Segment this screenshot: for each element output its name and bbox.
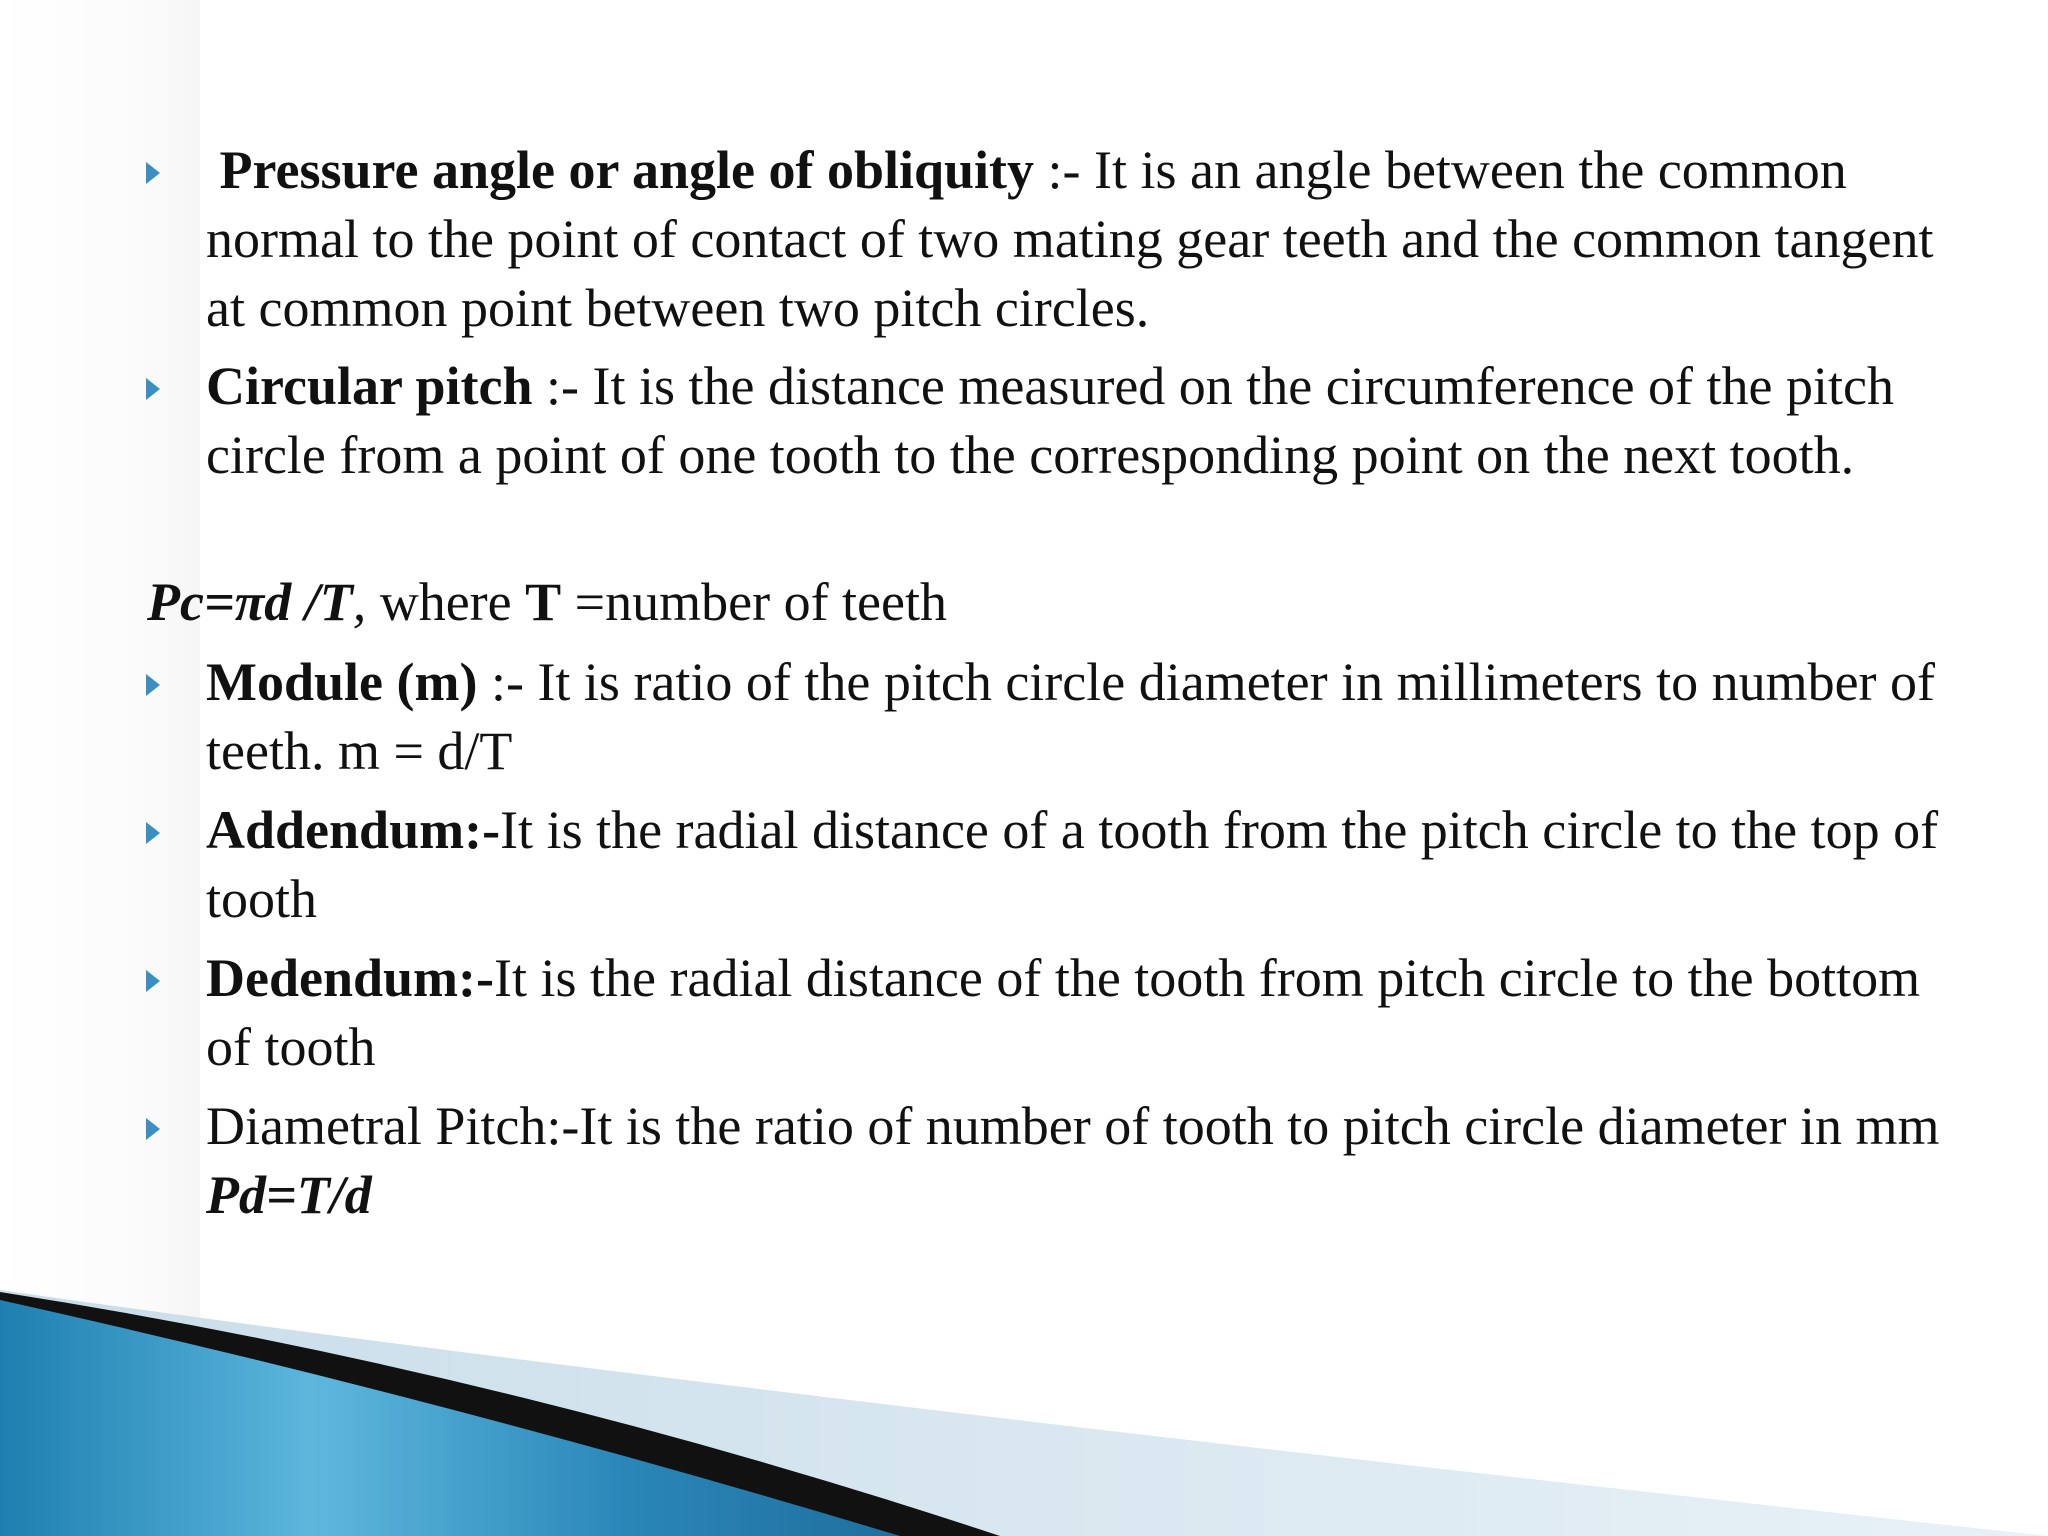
list-item-module: [206, 648, 1966, 786]
formula-variable-desc: =number of teeth: [561, 572, 947, 632]
bullet-arrow-icon: [146, 1118, 160, 1140]
formula-where: where: [366, 572, 526, 632]
bullet-arrow-icon: [146, 822, 160, 844]
definition-module: :- It is ratio of the pitch circle diameter in millimeters to number of teeth. m = d/T: [206, 652, 1936, 781]
list-item-diametral-pitch: [206, 1092, 1966, 1230]
formula-variable-t: T: [525, 572, 562, 632]
list-item-addendum: [206, 796, 1966, 934]
bullet-arrow-icon: [146, 378, 160, 400]
formula-circular-pitch: Pc=πd /T: [147, 572, 353, 632]
definition-diametral-pitch: Diametral Pitch:-It is the ratio of number of tooth to pitch circle diameter in mm: [206, 1096, 1940, 1156]
bullet-arrow-icon: [146, 970, 160, 992]
formula-diametral-pitch: Pd=T/d: [206, 1165, 372, 1225]
term-pressure-angle: Pressure angle or angle of obliquity: [219, 140, 1035, 200]
term-addendum: Addendum:-: [206, 800, 501, 860]
term-circular-pitch: Circular pitch: [206, 356, 533, 416]
list-item-circular-pitch: [206, 352, 1966, 490]
list-item-pressure-angle: [206, 136, 1966, 343]
circular-pitch-formula-line: [147, 568, 1967, 637]
definition-circular-pitch: :- It is the distance measured on the circumference of the pitch circle from a point of one tooth to the corresponding point on the next tooth.: [206, 356, 1894, 485]
definition-addendum: It is the radial distance of a tooth from the pitch circle to the top of tooth: [206, 800, 1939, 929]
term-dedendum: Dedendum:-: [206, 948, 495, 1008]
definition-pressure-angle: :- It is an angle between the common normal to the point of contact of two mating gear teeth and the common tangent at common point between two pitch circles.: [206, 140, 1934, 338]
formula-comma: ,: [352, 572, 367, 632]
bullet-arrow-icon: [146, 162, 160, 184]
list-item-dedendum: [206, 944, 1966, 1082]
term-module: Module (m): [206, 652, 478, 712]
bullet-arrow-icon: [146, 674, 160, 696]
definition-dedendum: It is the radial distance of the tooth from pitch circle to the bottom of tooth: [206, 948, 1921, 1077]
